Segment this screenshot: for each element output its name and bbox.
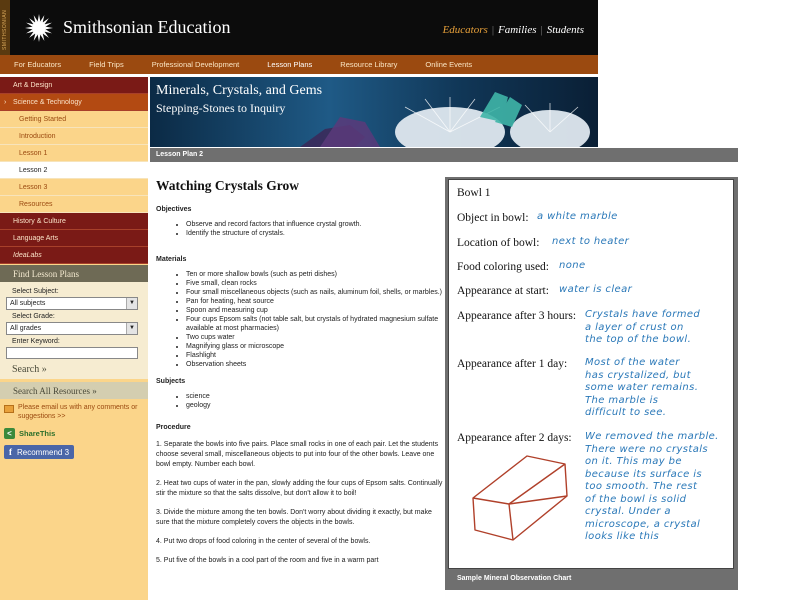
sidebar-item-label: History & Culture (13, 217, 66, 225)
subject-select-value: All subjects (10, 300, 46, 307)
handwritten-line: on it. This may be (585, 456, 682, 467)
one-day-value (585, 357, 698, 420)
brand-title[interactable]: Smithsonian Education (63, 17, 231, 37)
email-feedback-row (0, 399, 148, 423)
list-item: • Observe and record factors that influence crystal growth. (186, 220, 444, 229)
sun-ray (26, 29, 33, 33)
keyword-input[interactable] (6, 347, 138, 359)
banner-subtitle: Stepping-Stones to Inquiry (156, 101, 286, 115)
two-days-label: Appearance after 2 days: (457, 432, 572, 444)
objectives-heading: Objectives (156, 206, 192, 213)
handwritten-line: too smooth. The rest (585, 481, 698, 492)
find-lesson-plans-heading: Find Lesson Plans (0, 265, 148, 282)
separator: | (540, 24, 543, 36)
list-item: • Five small, clean rocks (186, 279, 444, 288)
subject-select[interactable] (6, 297, 138, 310)
sidebar-item-label: Language Arts (13, 234, 59, 242)
sidebar-item-art-design[interactable] (0, 77, 148, 94)
grade-select-value: All grades (10, 325, 42, 332)
page-title: Watching Crystals Grow (156, 178, 300, 193)
list-item: • Flashlight (186, 351, 444, 360)
coloring-value: none (559, 260, 586, 271)
coloring-label: Food coloring used: (457, 261, 549, 273)
handwritten-line: some water remains. (585, 382, 699, 393)
sidebar-item-label: Art & Design (13, 81, 53, 89)
sidebar-item-lesson-2[interactable] (0, 162, 148, 179)
procedure-step: 5. Put five of the bowls in a cool part of the room and five in a warm part (156, 557, 379, 564)
procedure-step: 4. Put two drops of food coloring in the center of several of the bowls. (156, 538, 371, 545)
sun-ray (38, 35, 41, 42)
procedure-heading: Procedure (156, 424, 191, 431)
handwritten-line: microscope, a crystal (585, 518, 701, 530)
procedure-step: 3. Divide the mixture among the ten bowls. Don't worry about dividing it exactly, but make sure that the mixture completely covers the objects in the bowls. (156, 509, 432, 526)
sun-ray (45, 29, 52, 33)
nav-professional-development[interactable]: Professional Development (151, 60, 240, 69)
handwritten-line: the top of the bowl. (585, 334, 692, 345)
sidebar-item-resources[interactable] (0, 196, 148, 213)
observation-chart-frame (445, 177, 738, 590)
keyword-label: Enter Keyword: (12, 338, 60, 345)
one-day-label: Appearance after 1 day: (457, 358, 568, 370)
observation-chart (448, 179, 734, 569)
sun-ray (25, 27, 32, 30)
sharethis-button[interactable] (0, 423, 148, 439)
facebook-icon: f (9, 447, 12, 457)
smithsonian-side-tab[interactable] (0, 0, 10, 55)
search-button[interactable]: Search » (12, 364, 47, 375)
location-value: next to heater (552, 236, 630, 247)
handwritten-line: The marble is (585, 394, 659, 406)
sun-ray (40, 15, 44, 22)
chevron-down-icon[interactable]: ▼ (126, 298, 137, 309)
audience-links (443, 24, 584, 36)
list-item: • science (186, 392, 444, 401)
sun-logo-icon[interactable] (24, 13, 54, 43)
educators-link[interactable]: Educators (442, 24, 488, 36)
sidebar-item-introduction[interactable] (0, 128, 148, 145)
handwritten-line: has crystalized, but (585, 369, 691, 381)
nav-online-events[interactable]: Online Events (425, 60, 473, 69)
list-item: • Four cups Epsom salts (not table salt, but crystals of hydrated magnesium sulfate available at most pharmacies) (186, 315, 444, 333)
chevron-down-icon[interactable]: ▼ (126, 323, 137, 334)
two-days-value (585, 431, 719, 544)
chevron-right-icon: › (4, 98, 7, 106)
separator: | (491, 24, 495, 36)
procedure-step: 2. Heat two cups of water in the pan, slowly adding the four cups of Epsom salts. Continually stir the mixture so that the salts dissolve, but don't allow it to boil! (156, 480, 443, 497)
objectives-list (186, 220, 444, 238)
start-label: Appearance at start: (457, 285, 549, 297)
side-tab-label: SMITHSONIAN (2, 9, 8, 50)
top-navigation (0, 55, 598, 74)
recommend-label: Recommend (17, 447, 63, 457)
list-item: • Two cups water (186, 333, 444, 342)
object-label: Object in bowl: (457, 212, 529, 224)
nav-field-trips[interactable]: Field Trips (89, 60, 124, 69)
sun-ray (34, 34, 38, 41)
sun-ray (34, 15, 38, 22)
sun-ray (43, 18, 49, 24)
crystal-drawing (467, 448, 577, 558)
recommend-count: 3 (64, 447, 70, 457)
location-label: Location of bowl: (457, 237, 540, 249)
subjects-list (186, 392, 444, 410)
start-value: water is clear (559, 284, 633, 295)
list-item: • Spoon and measuring cup (186, 306, 444, 315)
email-feedback-link[interactable]: Please email us with any comments or suggestions >> (18, 404, 138, 420)
sidebar-item-history-culture[interactable] (0, 213, 148, 230)
grade-select[interactable] (6, 322, 138, 335)
lesson-plan-bar: Lesson Plan 2 (150, 148, 738, 162)
sun-ray (26, 23, 33, 27)
sun-ray (38, 14, 41, 21)
bowl-label: Bowl 1 (457, 187, 491, 199)
materials-list (186, 270, 444, 369)
list-item: • Observation sheets (186, 360, 444, 369)
students-link[interactable]: Students (546, 24, 584, 36)
sidebar-item-lesson-3[interactable] (0, 179, 148, 196)
subject-label: Select Subject: (12, 288, 59, 295)
facebook-recommend-button[interactable] (4, 445, 74, 459)
sidebar-item-label: Lesson 1 (19, 149, 48, 157)
sidebar-item-label: IdeaLabs (13, 251, 42, 259)
banner-title: Minerals, Crystals, and Gems (156, 83, 323, 98)
mail-icon (4, 405, 14, 413)
list-item: • Identify the structure of crystals. (186, 229, 444, 238)
search-all-resources-link[interactable]: Search All Resources » (0, 382, 148, 399)
sharethis-label: ShareThis (19, 429, 56, 438)
sidebar-item-label: Resources (19, 200, 53, 208)
handwritten-line: We removed the marble. (585, 431, 719, 442)
sidebar-item-label: Science & Technology (13, 98, 82, 106)
handwritten-line: looks like this (585, 531, 660, 542)
nav-for-educators[interactable]: For Educators (14, 60, 62, 69)
sun-ray (40, 34, 44, 41)
sidebar-item-science-technology[interactable] (0, 94, 148, 111)
chart-caption: Sample Mineral Observation Chart (457, 575, 572, 582)
list-item: • Four small miscellaneous objects (such as nails, aluminum foil, shells, or marbles.) (186, 288, 444, 297)
handwritten-line: because its surface is (585, 468, 703, 480)
grade-label: Select Grade: (12, 313, 55, 320)
sun-ray (43, 32, 49, 38)
handwritten-line: There were no crystals (585, 443, 709, 455)
sidebar-item-lesson-1[interactable] (0, 145, 148, 162)
handwritten-line: crystal. Under a (585, 506, 671, 517)
sun-ray (46, 27, 53, 30)
left-sidebar (0, 77, 148, 600)
list-item: • Ten or more shallow bowls (such as petri dishes) (186, 270, 444, 279)
share-icon: < (4, 428, 15, 439)
families-link[interactable]: Families (498, 24, 537, 36)
subjects-heading: Subjects (156, 378, 186, 385)
lesson-banner (150, 77, 598, 147)
three-hours-label: Appearance after 3 hours: (457, 310, 577, 322)
sidebar-item-label: Introduction (19, 132, 56, 140)
list-item: • Magnifying glass or microscope (186, 342, 444, 351)
handwritten-line: a layer of crust on (585, 321, 684, 333)
handwritten-line: difficult to see. (585, 407, 667, 418)
sidebar-item-language-arts[interactable] (0, 230, 148, 247)
sidebar-item-getting-started[interactable] (0, 111, 148, 128)
list-item: • Pan for heating, heat source (186, 297, 444, 306)
handwritten-line: of the bowl is solid (585, 493, 687, 505)
sidebar-item-label: Lesson 2 (19, 166, 48, 174)
list-item: • geology (186, 401, 444, 410)
sun-ray (29, 18, 35, 24)
handwritten-line: Crystals have formed (585, 309, 701, 320)
sun-ray (29, 32, 35, 38)
sidebar-item-label: Lesson 3 (19, 183, 48, 191)
nav-lesson-plans[interactable]: Lesson Plans (267, 60, 313, 69)
site-header (0, 0, 598, 55)
materials-heading: Materials (156, 256, 187, 263)
sun-ray (45, 23, 52, 27)
object-value: a white marble (537, 211, 618, 222)
find-lesson-plans-form (0, 282, 148, 379)
handwritten-line: Most of the water (585, 357, 680, 368)
sidebar-item-label: Getting Started (19, 115, 67, 123)
nav-resource-library[interactable]: Resource Library (340, 60, 398, 69)
lesson-content (156, 178, 444, 566)
sidebar-item-idealabs[interactable] (0, 247, 148, 264)
procedure-step: 1. Separate the bowls into five pairs. Place small rocks in one of each pair. Let the students choose several small, miscellaneous objects to put into four of the other bowls. Leave one bowl empty. Number each bowl. (156, 441, 439, 468)
three-hours-value (585, 309, 700, 347)
